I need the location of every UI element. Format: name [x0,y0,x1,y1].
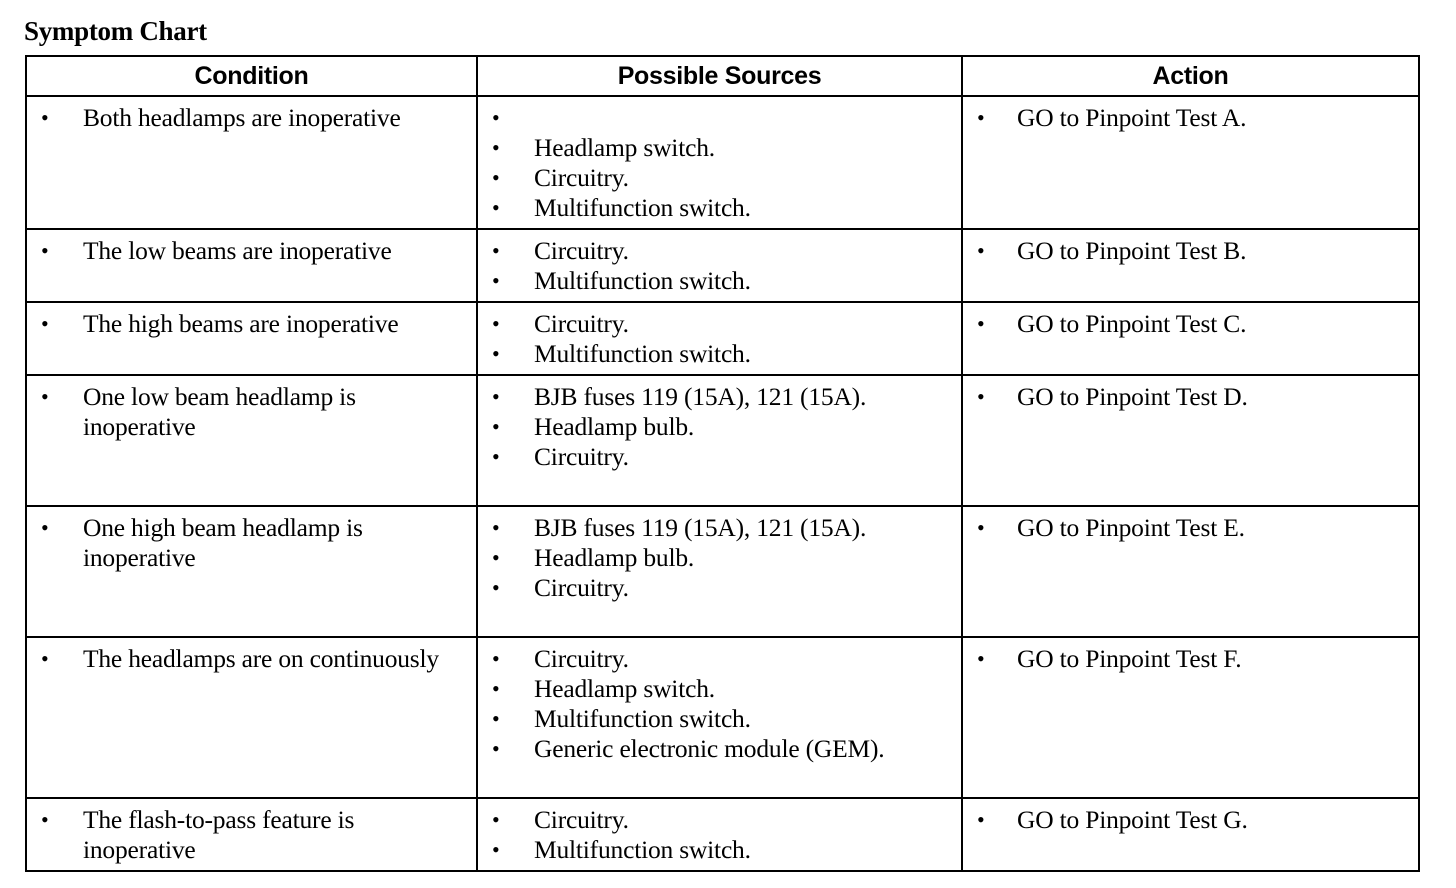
action-text: • GO to Pinpoint Test A. [963,103,1414,133]
sources-list [478,799,961,870]
source-item: • Circuitry. [478,163,957,193]
sources-cell [477,637,962,798]
condition-text: • One high beam headlamp is inoperative [27,513,472,573]
action-cell [962,506,1419,637]
table-row [26,506,1419,637]
action-cell [962,96,1419,229]
condition-list [27,507,476,578]
sources-cell [477,302,962,375]
condition-text: • Both headlamps are inoperative [27,103,472,133]
action-list [963,507,1418,548]
sources-list [478,97,961,228]
source-item: • Circuitry. [478,442,957,472]
sources-list [478,507,961,608]
source-item: • Headlamp switch. [478,674,957,704]
condition-cell [26,375,477,506]
source-item: • Headlamp bulb. [478,543,957,573]
condition-text: • The flash-to-pass feature is inoperative [27,805,472,865]
source-item: • Headlamp bulb. [478,412,957,442]
action-list [963,638,1418,679]
condition-text: • The high beams are inoperative [27,309,472,339]
source-item: • Multifunction switch. [478,339,957,369]
action-text: • GO to Pinpoint Test D. [963,382,1414,412]
source-item: • Multifunction switch. [478,266,957,296]
condition-list [27,97,476,138]
action-text: • GO to Pinpoint Test C. [963,309,1414,339]
sources-list [478,303,961,374]
action-cell [962,302,1419,375]
sources-cell [477,229,962,302]
source-item: • Circuitry. [478,573,957,603]
table-body [26,96,1419,871]
action-cell [962,229,1419,302]
source-item [478,103,957,133]
source-item: • Circuitry. [478,309,957,339]
condition-list [27,799,476,870]
table-row [26,637,1419,798]
source-item: • Circuitry. [478,236,957,266]
sources-list [478,230,961,301]
action-cell [962,375,1419,506]
action-text: • GO to Pinpoint Test E. [963,513,1414,543]
condition-cell [26,229,477,302]
source-item: • Headlamp switch. [478,133,957,163]
condition-cell [26,506,477,637]
condition-cell [26,302,477,375]
action-list [963,376,1418,417]
source-item: • Circuitry. [478,644,957,674]
source-item: • Multifunction switch. [478,835,957,865]
sources-list [478,376,961,477]
table-row [26,302,1419,375]
condition-text: • The headlamps are on continuously [27,644,472,674]
page-title: Symptom Chart [24,16,207,46]
action-text: • GO to Pinpoint Test G. [963,805,1414,835]
condition-list [27,376,476,447]
header-row [26,56,1419,96]
source-item: • BJB fuses 119 (15A), 121 (15A). [478,382,957,412]
sources-cell [477,96,962,229]
sources-cell [477,798,962,871]
source-item: • Circuitry. [478,805,957,835]
source-item: • BJB fuses 119 (15A), 121 (15A). [478,513,957,543]
sources-cell [477,375,962,506]
symptom-table [25,55,1420,872]
action-text: • GO to Pinpoint Test B. [963,236,1414,266]
action-cell [962,637,1419,798]
table-row [26,798,1419,871]
action-list [963,799,1418,840]
source-item: • Generic electronic module (GEM). [478,734,957,764]
action-text: • GO to Pinpoint Test F. [963,644,1414,674]
action-list [963,303,1418,344]
condition-cell [26,637,477,798]
source-item: • Multifunction switch. [478,193,957,223]
source-item: • Multifunction switch. [478,704,957,734]
table-row [26,96,1419,229]
condition-cell [26,798,477,871]
action-cell [962,798,1419,871]
condition-cell [26,96,477,229]
table-row [26,229,1419,302]
column-header-sources: Possible Sources [477,56,962,96]
condition-list [27,638,476,679]
condition-text: • The low beams are inoperative [27,236,472,266]
condition-list [27,230,476,271]
condition-list [27,303,476,344]
sources-list [478,638,961,769]
column-header-action: Action [962,56,1419,96]
action-list [963,97,1418,138]
column-header-condition: Condition [26,56,477,96]
action-list [963,230,1418,271]
condition-text: • One low beam headlamp is inoperative [27,382,472,442]
table-row [26,375,1419,506]
sources-cell [477,506,962,637]
